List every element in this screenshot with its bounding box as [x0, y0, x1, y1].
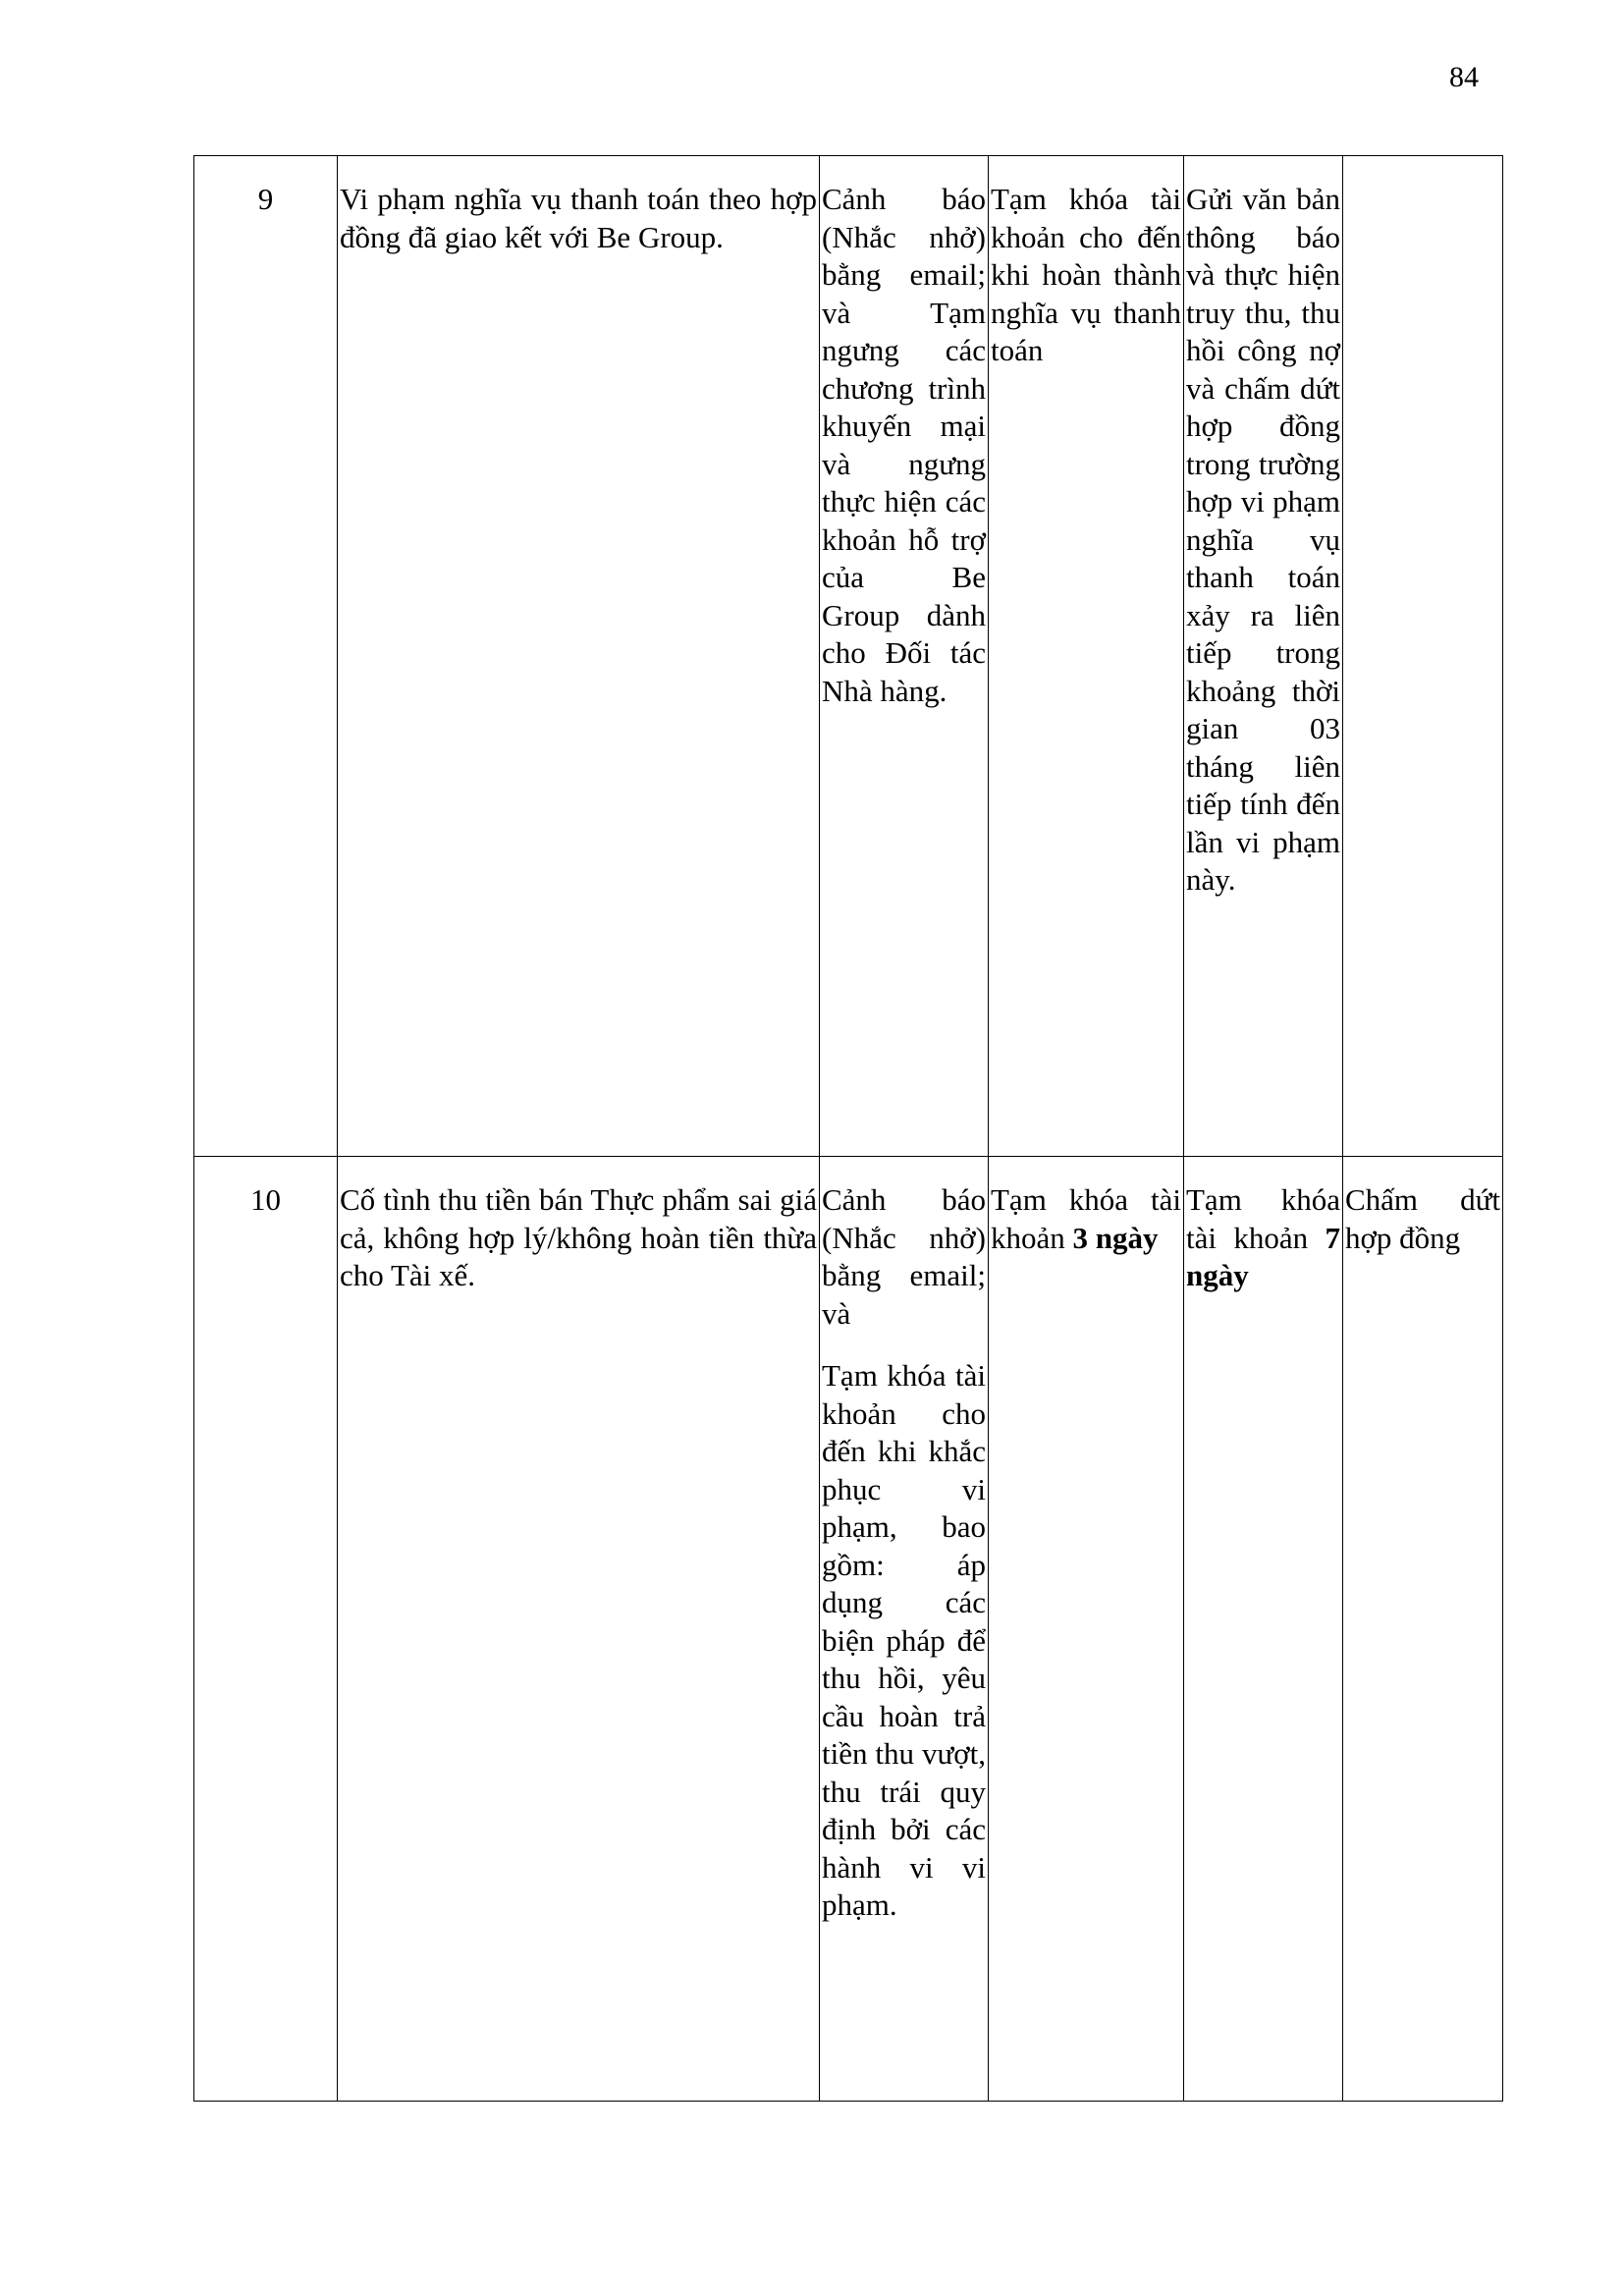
third-penalty — [1184, 1157, 1343, 2102]
first-penalty — [820, 1157, 989, 2102]
third-penalty: Gửi văn bản thông báo và thực hiện truy thu, thu hồi công nợ và chấm dứt hợp đồng trong trường hợp vi phạm nghĩa vụ thanh toán xảy ra liên tiếp trong khoảng thời gian 03 tháng liên tiếp tính đến lần vi phạm này. — [1184, 156, 1343, 1157]
row-number: 9 — [194, 156, 338, 1157]
fourth-penalty — [1343, 156, 1503, 1157]
violation-description: Vi phạm nghĩa vụ thanh toán theo hợp đồng đã giao kết với Be Group. — [338, 156, 820, 1157]
first-penalty: Cảnh báo (Nhắc nhở) bằng email; và Tạm ngưng các chương trình khuyến mại và ngưng thực hiện các khoản hỗ trợ của Be Group dành cho Đối tác Nhà hàng. — [820, 156, 989, 1157]
second-penalty-text: Tạm khóa tài khoản — [991, 1182, 1181, 1255]
first-penalty-suspension: Tạm khóa tài khoản cho đến khi khắc phục vi phạm, bao gồm: áp dụng các biện pháp để thu hồi, yêu cầu hoàn trả tiền thu vượt, thu trái quy định bởi các hành vi vi phạm. — [822, 1358, 986, 1922]
fourth-penalty: Chấm dứt hợp đồng — [1343, 1157, 1503, 2102]
second-penalty — [989, 1157, 1184, 2102]
row-number: 10 — [194, 1157, 338, 2102]
table-row — [194, 156, 1503, 1157]
third-penalty-text: Tạm khóa tài khoản — [1186, 1182, 1340, 1255]
first-penalty-warning: Cảnh báo (Nhắc nhở) bằng email; và — [822, 1182, 986, 1331]
third-penalty-duration: 7 ngày — [1186, 1220, 1340, 1292]
table-row — [194, 1157, 1503, 2102]
violation-penalty-table — [193, 155, 1503, 2102]
violation-description: Cố tình thu tiền bán Thực phẩm sai giá cả, không hợp lý/không hoàn tiền thừa cho Tài xế. — [338, 1157, 820, 2102]
second-penalty-duration: 3 ngày — [1072, 1220, 1159, 1255]
page-number: 84 — [1449, 61, 1479, 93]
second-penalty: Tạm khóa tài khoản cho đến khi hoàn thành nghĩa vụ thanh toán — [989, 156, 1184, 1157]
